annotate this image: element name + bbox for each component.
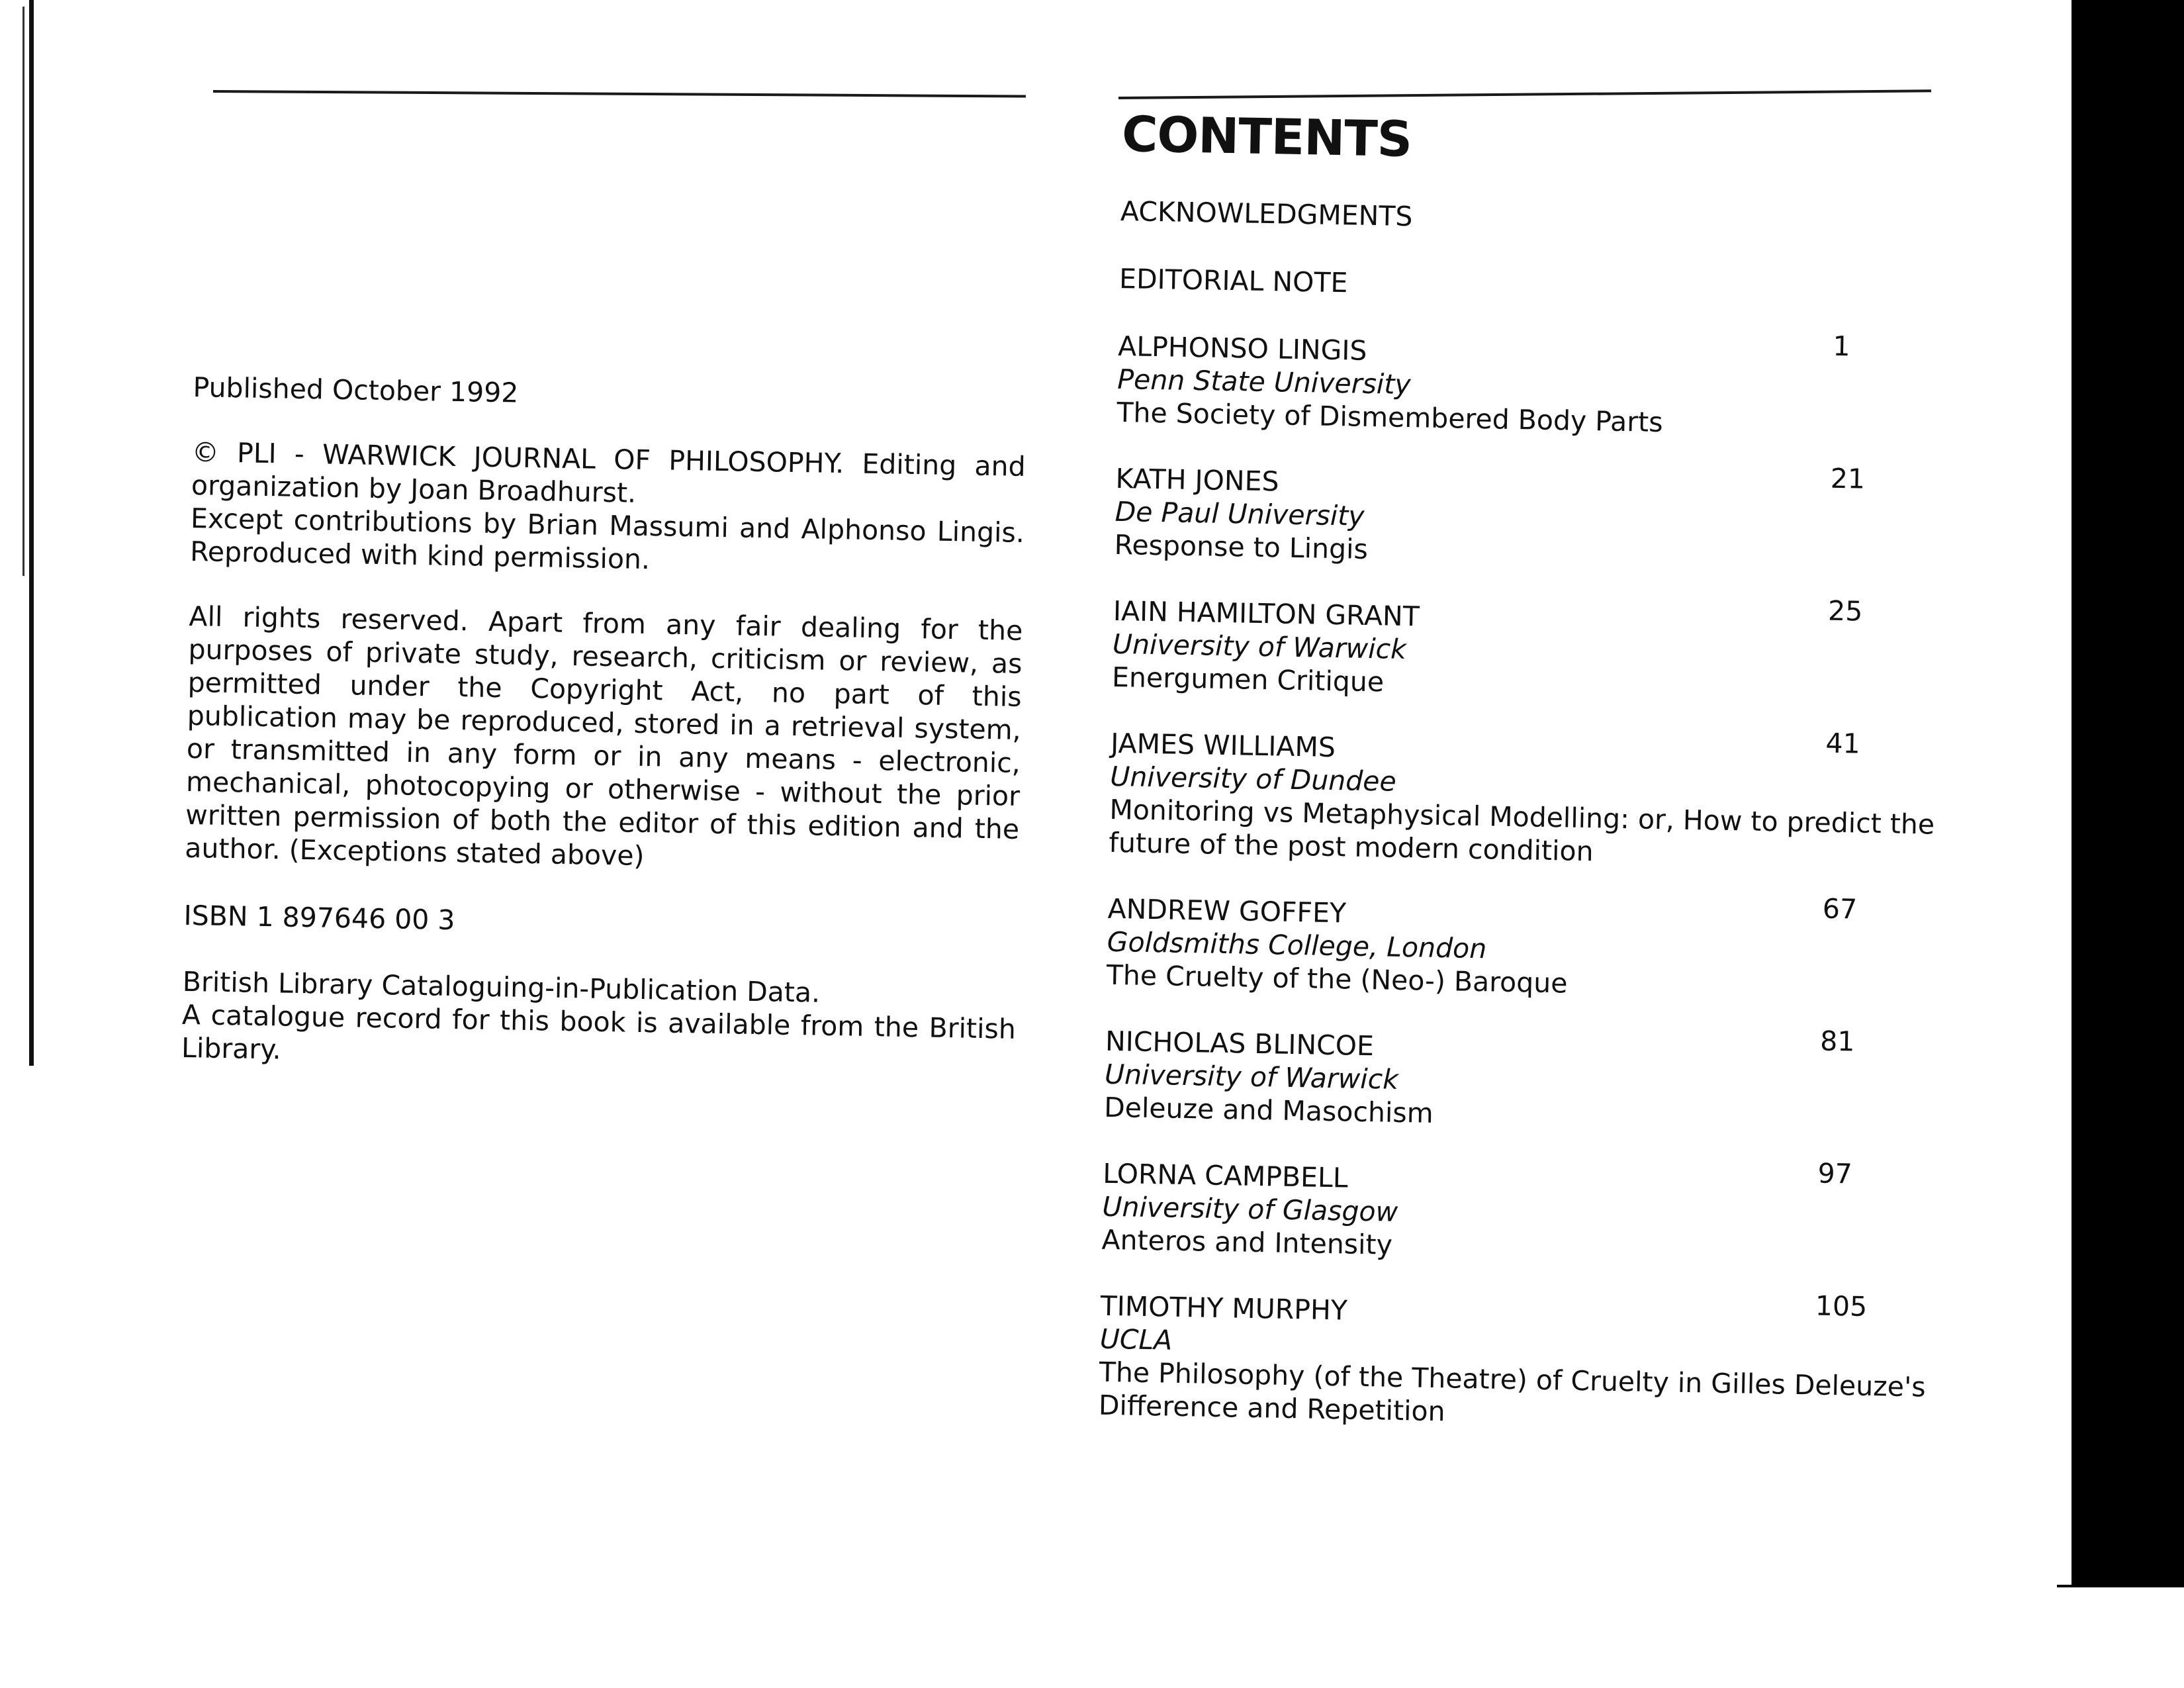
toc-entry [1104,1025,1966,1140]
toc-author: NICHOLAS BLINCOE [1105,1025,1375,1062]
toc-page-number: 97 [1817,1157,1853,1190]
toc-title: The Cruelty of the (Neo-) Baroque [1106,959,1568,1000]
toc-author: KATH JONES [1115,462,1279,498]
catalogue-record-line: A catalogue record for this book is available from the British Library. [181,998,1017,1066]
toc-institution: University of Glasgow [1102,1190,1398,1228]
toc-entry [1101,1157,1964,1272]
toc-editorial-note: EDITORIAL NOTE [1118,262,1348,299]
toc-entry [1114,462,1976,577]
toc-institution: UCLA [1099,1323,1173,1356]
publication-date: Published October 1992 [193,371,519,409]
toc-entry [1112,594,1974,710]
copyright-exception-line: Except contributions by Brian Massumi and Alphonso Lingis. Reproduced with kind permission. [189,502,1025,576]
toc-entry [1109,727,1971,875]
toc-page-number: 67 [1822,892,1858,925]
contents-page [1098,105,1983,1470]
cataloguing-line: British Library Cataloguing-in-Publication Data. [182,965,821,1009]
toc-title: Anteros and Intensity [1101,1223,1393,1261]
cataloguing-block [181,965,1017,1079]
toc-author: TIMOTHY MURPHY [1100,1289,1348,1327]
toc-institution: University of Warwick [1104,1058,1399,1096]
toc-institution: De Paul University [1115,495,1365,532]
scan-edge-thick [29,0,34,1066]
toc-page-number: 105 [1815,1289,1868,1323]
toc-entry [1106,892,1968,1008]
all-rights-reserved: All rights reserved. Apart from any fair dealing for the purposes of private study, research, criticism or review, as permitted under the Copyright Act, no part of this publication may be reproduced, stored in a retrieval system, or transmitted in any form or in any means - electronic, mechanical, photocopying or otherwise - without the prior written permission of both the editor of this edition and the author. (Exceptions stated above) [184,600,1023,872]
toc-title: The Society of Dismembered Body Parts [1116,396,1664,439]
toc-author: IAIN HAMILTON GRANT [1113,594,1420,633]
left-page-rule [213,90,1026,98]
toc-page-number: 1 [1833,330,1851,363]
scan-dark-margin [2071,0,2184,1587]
toc-title: Monitoring vs Metaphysical Modelling: or, How to predict the future of the post modern condition [1109,793,1935,868]
toc-acknowledgments: ACKNOWLEDGMENTS [1120,195,1413,233]
right-page-rule [1118,89,1931,99]
imprint-page [181,371,1027,1079]
toc-entry [1099,1289,1961,1438]
toc-page-number: 81 [1819,1025,1855,1058]
toc-author: JAMES WILLIAMS [1110,727,1336,764]
scan-edge-thin [23,7,24,576]
toc-entry [1116,330,1979,445]
copyright-block [190,436,1026,583]
toc-institution: Goldsmiths College, London [1107,925,1487,965]
contents-heading: CONTENTS [1121,105,1412,169]
toc-title: Energumen Critique [1111,661,1385,698]
toc-title: Response to Lingis [1114,528,1369,565]
copyright-line: © PLI - WARWICK JOURNAL OF PHILOSOPHY. Editing and organization by Joan Broadhurst. [191,436,1026,509]
toc-page-number: 21 [1830,462,1866,495]
toc-institution: University of Warwick [1112,628,1407,665]
toc-institution: University of Dundee [1109,760,1397,798]
scan-dark-margin-foot [2057,1585,2083,1587]
toc-author: ANDREW GOFFEY [1107,892,1347,929]
toc-author: ALPHONSO LINGIS [1117,330,1367,367]
toc-title: Deleuze and Masochism [1103,1091,1434,1129]
isbn: ISBN 1 897646 00 3 [183,899,455,937]
toc-author: LORNA CAMPBELL [1102,1157,1349,1194]
toc-institution: Penn State University [1116,363,1412,401]
toc-page-number: 25 [1827,594,1863,628]
toc-page-number: 41 [1825,727,1861,760]
toc-title: The Philosophy (of the Theatre) of Cruelty in Gilles Deleuze's Difference and Repetition [1098,1356,1927,1428]
